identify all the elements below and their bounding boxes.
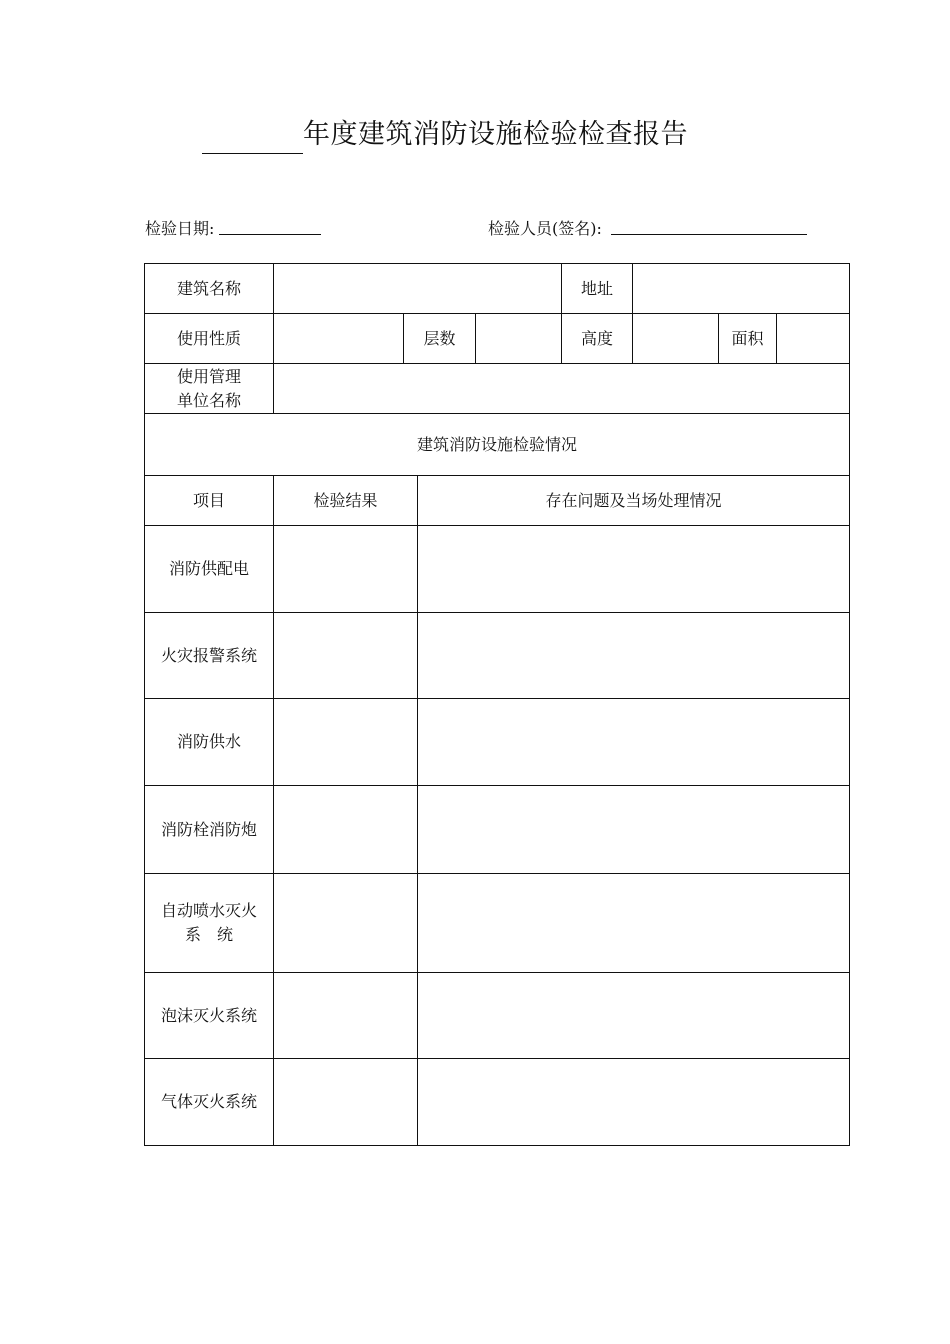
issues-cell[interactable] [418, 786, 850, 874]
issues-cell[interactable] [418, 613, 850, 699]
item-name-line1: 自动喷水灭火 [160, 901, 257, 920]
table-row [145, 699, 850, 786]
issues-cell[interactable] [418, 874, 850, 973]
table-row [145, 874, 850, 973]
item-name: 泡沫灭火系统 [145, 973, 274, 1059]
column-header-issues: 存在问题及当场处理情况 [418, 476, 850, 526]
result-cell[interactable] [274, 874, 418, 973]
item-name: 消防栓消防炮 [145, 786, 274, 874]
item-name: 消防供配电 [145, 526, 274, 613]
address-label: 地址 [562, 264, 633, 314]
item-name [145, 874, 274, 973]
address-cell[interactable] [633, 264, 850, 314]
floors-cell[interactable] [476, 314, 562, 364]
result-cell[interactable] [274, 699, 418, 786]
inspection-date-field[interactable] [219, 234, 321, 235]
usage-cell[interactable] [274, 314, 404, 364]
result-cell[interactable] [274, 526, 418, 613]
item-name-line2: 系 统 [184, 925, 233, 944]
area-cell[interactable] [777, 314, 850, 364]
management-label [145, 364, 274, 414]
table-row [145, 526, 850, 613]
usage-label: 使用性质 [145, 314, 274, 364]
column-header-result: 检验结果 [274, 476, 418, 526]
item-name: 消防供水 [145, 699, 274, 786]
item-name: 火灾报警系统 [145, 613, 274, 699]
column-header-item: 项目 [145, 476, 274, 526]
floors-label: 层数 [404, 314, 476, 364]
result-cell[interactable] [274, 786, 418, 874]
report-title: 年度建筑消防设施检验检查报告 [303, 119, 688, 150]
issues-cell[interactable] [418, 1059, 850, 1146]
area-label: 面积 [719, 314, 777, 364]
inspection-section-title: 建筑消防设施检验情况 [145, 414, 850, 476]
management-row [145, 364, 850, 414]
building-name-row [145, 264, 850, 314]
table-row [145, 613, 850, 699]
result-cell[interactable] [274, 1059, 418, 1146]
column-header-row [145, 476, 850, 526]
result-cell[interactable] [274, 613, 418, 699]
inspection-date-label: 检验日期: [145, 219, 215, 238]
height-cell[interactable] [633, 314, 719, 364]
building-name-cell[interactable] [274, 264, 562, 314]
table-row [145, 1059, 850, 1146]
inspector-signature-label: 检验人员(签名): [488, 219, 602, 238]
section-title-row [145, 414, 850, 476]
year-blank-line[interactable] [202, 153, 303, 154]
building-name-label: 建筑名称 [145, 264, 274, 314]
management-label-line1: 使用管理 [176, 366, 241, 386]
height-label: 高度 [562, 314, 633, 364]
inspector-signature-field[interactable] [611, 234, 807, 235]
issues-cell[interactable] [418, 699, 850, 786]
management-cell[interactable] [274, 364, 850, 414]
usage-row [145, 314, 850, 364]
issues-cell[interactable] [418, 973, 850, 1059]
table-row [145, 786, 850, 874]
management-label-line2: 单位名称 [176, 390, 241, 410]
result-cell[interactable] [274, 973, 418, 1059]
inspection-report-table [144, 263, 850, 1146]
item-name: 气体灭火系统 [145, 1059, 274, 1146]
issues-cell[interactable] [418, 526, 850, 613]
table-row [145, 973, 850, 1059]
